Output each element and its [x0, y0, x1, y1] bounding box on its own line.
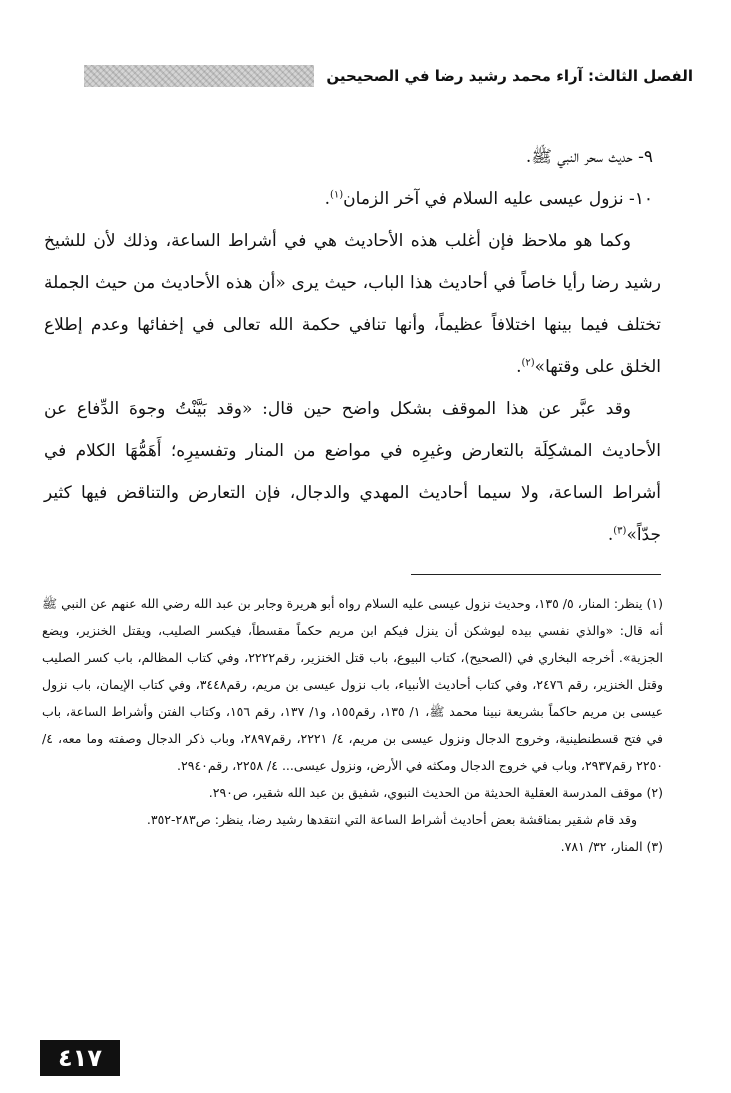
footnote-ref-1[interactable]: (١) [329, 189, 344, 201]
footnote-ref-3[interactable]: (٣) [613, 525, 627, 537]
running-header [40, 56, 693, 96]
footnote-2-continued: وقد قام شقير بمناقشة بعض أحاديث أشراط الساعة التي انتقدها رشيد رضا، ينظر: ص٢٨٣-٣٥٢. [146, 812, 637, 827]
footnote-3: (٣) المنار، ٣٢/ ٧٨١. [560, 839, 663, 854]
chapter-title: الفصل الثالث: آراء محمد رشيد رضا في الصحيحين [326, 67, 693, 85]
footnote-1: (١) ينظر: المنار، ٥/ ١٣٥، وحديث نزول عيسى عليه السلام رواه أبو هريرة وجابر بن عبد الله رضي الله عنهم عن النبي ﷺ أنه قال: «والذي نفسي بيده ليوشكن أن ينزل فيكم ابن مريم حكماً مقسطاً، فيكسر الصليب، ويقتل الخنزير، ويضع الجزية». أخرجه البخاري في (الصحيح)، كتاب البيوع، باب قتل الخنزير، رقم٢٢٢٢، وفي كتاب المظالم، باب كسر الصليب وقتل الخنزير، رقم ٢٤٧٦، وفي كتاب أحاديث الأنبياء، باب نزول عيسى بن مريم، رقم٣٤٤٨، وفي كتاب الإيمان، باب نزول عيسى بن مريم حاكماً بشريعة نبينا محمد ﷺ، ١/ ١٣٥، رقم١٥٥، و١/ ١٣٧، رقم ١٥٦، وكتاب الفتن وأشراط الساعة، باب في فتح قسطنطينية، وخروج الدجال ونزول عيسى بن مريم، ٤/ ٢٢٢١، رقم٢٨٩٧، وباب ذكر الدجال وصفته وما معه، ٤/ ٢٢٥٠ رقم٢٩٣٧، وباب في خروج الدجال ومكثه في الأرض، ونزول عيسى... ٤/ ٢٢٥٨، رقم٢٩٤٠. [42, 596, 664, 773]
footnote-2: (٢) موقف المدرسة العقلية الحديثة من الحديث النبوي، شفيق بن عبد الله شقير، ص٢٩٠. [208, 785, 663, 800]
main-text [44, 136, 661, 556]
paragraph-1: وكما هو ملاحظ فإن أغلب هذه الأحاديث هي في أشراط الساعة، وذلك لأن للشيخ رشيد رضا رأيا خاصاً في أحاديث هذا الباب، حيث يرى «أن هذه الأحاديث من حيث الجملة تختلف فيما بينها اختلافاً عظيماً، وأنها تنافي حكمة الله تعالى في إخفائها وعدم إطلاع الخلق على وقتها»$^{(٢)}$. [44, 231, 661, 377]
footnote-divider [411, 574, 661, 575]
footnotes [42, 590, 663, 860]
list-item-9: ٩- حديث سحر النبي ﷺ. [525, 147, 653, 167]
page-number: ٤١٧ [40, 1040, 120, 1076]
list-item-10: ١٠- نزول عيسى عليه السلام في آخر الزمان$^{(١)}$. [324, 189, 653, 209]
footnote-ref-2[interactable]: (٢) [521, 357, 535, 369]
paragraph-2: وقد عبَّر عن هذا الموقف بشكل واضح حين قال: «وقد بَيَّنْتُ وجوهَ الدِّفاع عن الأحاديث المشكِلَة بالتعارض وغيرِه في مواضع من المنار وتفسيرِه؛ أَهَمُّهَا الكلام في أشراط الساعة، ولا سيما أحاديث المهدي والدجال، فإن التعارض والتناقض فيها كثير جدّاً»$^{(٣)}$. [44, 399, 661, 545]
header-ornament-bar [84, 65, 314, 87]
